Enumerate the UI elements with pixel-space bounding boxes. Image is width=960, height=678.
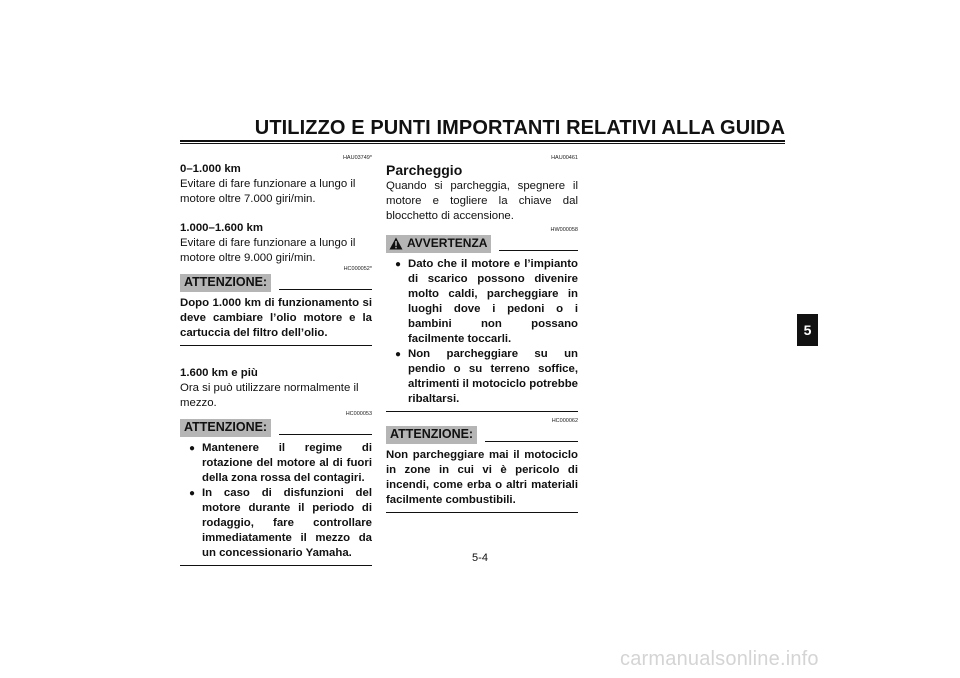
header-rule [180, 140, 785, 142]
caution-rule-2 [279, 434, 372, 435]
bullet-icon: ● [188, 443, 196, 454]
caution-list [180, 441, 372, 561]
caution-text-parking: Non parcheggiare mai il motociclo in zone in cui vi è pericolo di incendi, come erba o altri materiali facilmente combustibili. [386, 449, 578, 506]
subheading-1600-plus: 1.600 km e più [180, 367, 258, 379]
subheading-0-1000: 0–1.000 km [180, 163, 241, 175]
warning-rule [499, 250, 578, 251]
warning-label: AVVERTENZA [386, 235, 491, 253]
list-item: ● Dato che il motore e l’impianto di scarico possono divenire molto caldi, parcheggiare in luoghi dove i pedoni o i bambini non possano facilmente toccarli. [386, 257, 578, 347]
caution-header [180, 274, 372, 292]
left-column [180, 155, 372, 566]
subheading-1000-1600: 1.000–1.600 km [180, 222, 263, 234]
caution-label-parking: ATTENZIONE: [386, 426, 477, 444]
caution-rule [279, 289, 372, 290]
page-number: 5-4 [472, 552, 488, 564]
caution-rule-parking [485, 441, 578, 442]
bullet-icon: ● [188, 488, 196, 499]
caution-label: ATTENZIONE: [180, 274, 271, 292]
warning-end-rule [386, 411, 578, 412]
caution-end-rule-parking [386, 512, 578, 513]
page-header-title: UTILIZZO E PUNTI IMPORTANTI RELATIVI ALLA GUIDA [254, 117, 785, 139]
caution-label-2: ATTENZIONE: [180, 419, 271, 437]
list-item: ● Non parcheggiare su un pendio o su terreno soffice, altrimenti il motociclo potrebbe ribaltarsi. [386, 347, 578, 407]
bullet-icon: ● [394, 259, 402, 270]
warning-list [386, 257, 578, 407]
section-code: HAU03749* [342, 155, 372, 161]
caution-end-rule-2 [180, 565, 372, 566]
caution-code-parking: HC000062 [551, 418, 578, 424]
caution-header-parking [386, 426, 578, 444]
bullet-icon: ● [394, 349, 402, 360]
caution-header-2 [180, 419, 372, 437]
section-code-parking: HAU00461 [551, 155, 578, 161]
warning-header [386, 235, 578, 253]
caution-text: Dopo 1.000 km di funzionamento si deve cambiare l’olio motore e la cartuccia del filtro dell’olio. [180, 297, 372, 339]
paragraph-1000-1600: Evitare di fare funzionare a lungo il motore oltre 9.000 giri/min. [180, 237, 356, 264]
caution-code-2: HC000053 [345, 411, 372, 417]
paragraph-parking: Quando si parcheggia, spegnere il motore e togliere la chiave dal blocchetto di accensione. [386, 180, 578, 222]
chapter-tab: 5 [797, 314, 818, 346]
paragraph-0-1000: Evitare di fare funzionare a lungo il motore oltre 7.000 giri/min. [180, 178, 356, 205]
list-item: ● In caso di disfunzioni del motore durante il periodo di rodaggio, fare controllare immediatamente il mezzo da un concessionario Yamaha. [180, 486, 372, 561]
right-column [386, 155, 578, 513]
warning-triangle-icon [389, 237, 403, 250]
watermark: carmanualsonline.info [620, 648, 819, 670]
paragraph-1600-plus: Ora si può utilizzare normalmente il mezzo. [180, 382, 359, 409]
caution-code: HC000052* [343, 266, 372, 272]
warning-code: HW000058 [550, 227, 578, 233]
section-heading-parking: Parcheggio [386, 162, 463, 178]
header-rule-thin [180, 143, 785, 144]
list-item: ● Mantenere il regime di rotazione del motore al di fuori della zona rossa del contagiri. [180, 441, 372, 486]
